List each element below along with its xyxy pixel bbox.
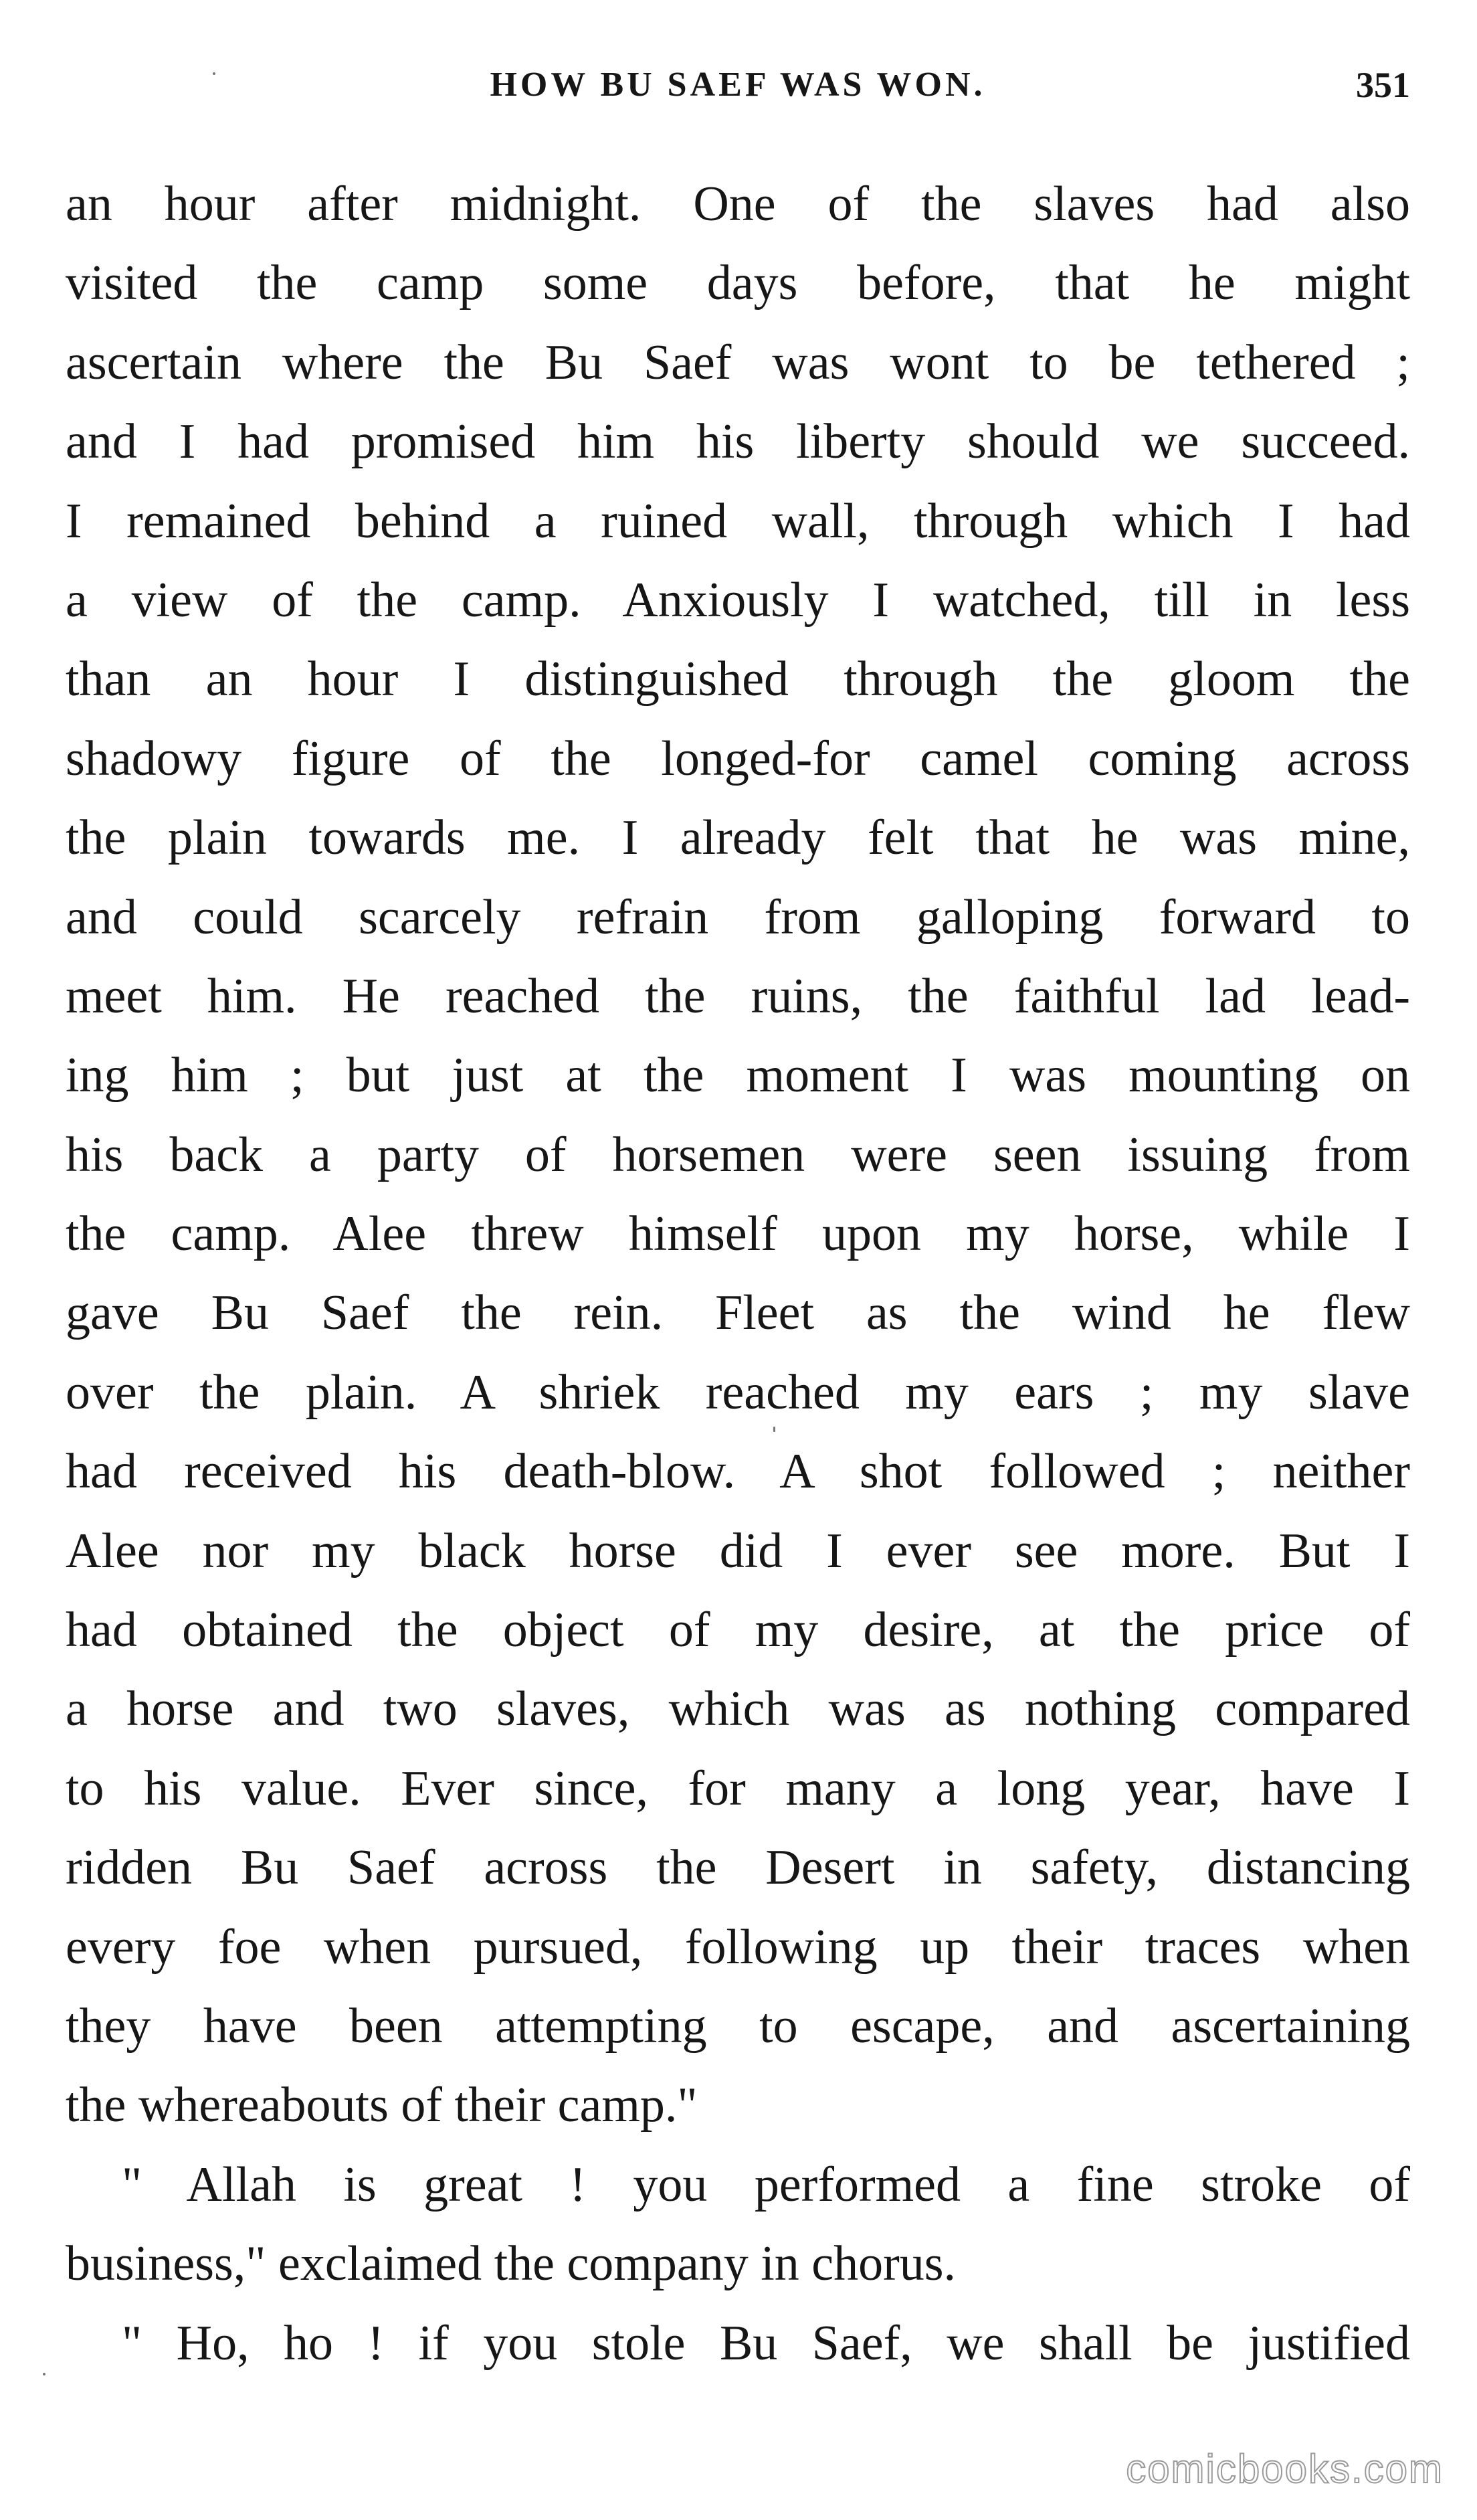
text-line: and I had promised him his liberty should we succeed.: [66, 414, 1410, 470]
text-line: ascertain where the Bu Saef was wont to be tethered ;: [66, 335, 1410, 390]
running-title: HOW BU SAEF WAS WON.: [490, 66, 986, 104]
scan-speck: [213, 72, 215, 75]
text-line: over the plain. A shriek reached my ears ; my slave: [66, 1364, 1410, 1420]
text-line: visited the camp some days before, that he might: [66, 256, 1410, 311]
text-line: every foe when pursued, following up their traces when: [66, 1919, 1410, 1975]
text-line: his back a party of horsemen were seen issuing from: [66, 1127, 1410, 1182]
page-number: 351: [1356, 65, 1410, 105]
text-line: had obtained the object of my desire, at the price of: [66, 1603, 1410, 1658]
running-header: [66, 55, 1410, 115]
text-line: a horse and two slaves, which was as nothing compared: [66, 1682, 1410, 1737]
text-line: the plain towards me. I already felt that he was mine,: [66, 810, 1410, 866]
watermark: comicbooks.com: [1126, 2446, 1444, 2491]
text-line: meet him. He reached the ruins, the faithful lad lead-: [66, 968, 1410, 1024]
text-line: gave Bu Saef the rein. Fleet as the wind he flew: [66, 1285, 1410, 1341]
text-line: shadowy figure of the longed-for camel coming across: [66, 731, 1410, 786]
text-line: I remained behind a ruined wall, through which I had: [66, 493, 1410, 549]
text-line: and could scarcely refrain from galloping forward to: [66, 889, 1410, 945]
text-line: an hour after midnight. One of the slaves had also: [66, 177, 1410, 232]
text-line: a view of the camp. Anxiously I watched, till in less: [66, 572, 1410, 628]
text-line: they have been attempting to escape, and ascertaining: [66, 1998, 1410, 2054]
text-line: the camp. Alee threw himself upon my horse, while I: [66, 1206, 1410, 1262]
text-line: " Allah is great ! you performed a fine stroke of: [122, 2157, 1410, 2212]
text-line: than an hour I distinguished through the gloom the: [66, 652, 1410, 707]
scan-speck: [43, 2373, 45, 2375]
text-line: Alee nor my black horse did I ever see more. But I: [66, 1523, 1410, 1579]
text-line: ing him ; but just at the moment I was mounting on: [66, 1048, 1410, 1103]
text-line: business," exclaimed the company in chorus.: [66, 2236, 957, 2292]
body-text: [66, 165, 1410, 2383]
text-line: " Ho, ho ! if you stole Bu Saef, we shall be justified: [122, 2315, 1410, 2371]
scan-speck: [773, 1427, 775, 1432]
text-line: had received his death-blow. A shot followed ; neither: [66, 1444, 1410, 1500]
text-line: to his value. Ever since, for many a long year, have I: [66, 1761, 1410, 1816]
text-line: ridden Bu Saef across the Desert in safety, distancing: [66, 1840, 1410, 1896]
text-line: the whereabouts of their camp.": [66, 2078, 698, 2133]
